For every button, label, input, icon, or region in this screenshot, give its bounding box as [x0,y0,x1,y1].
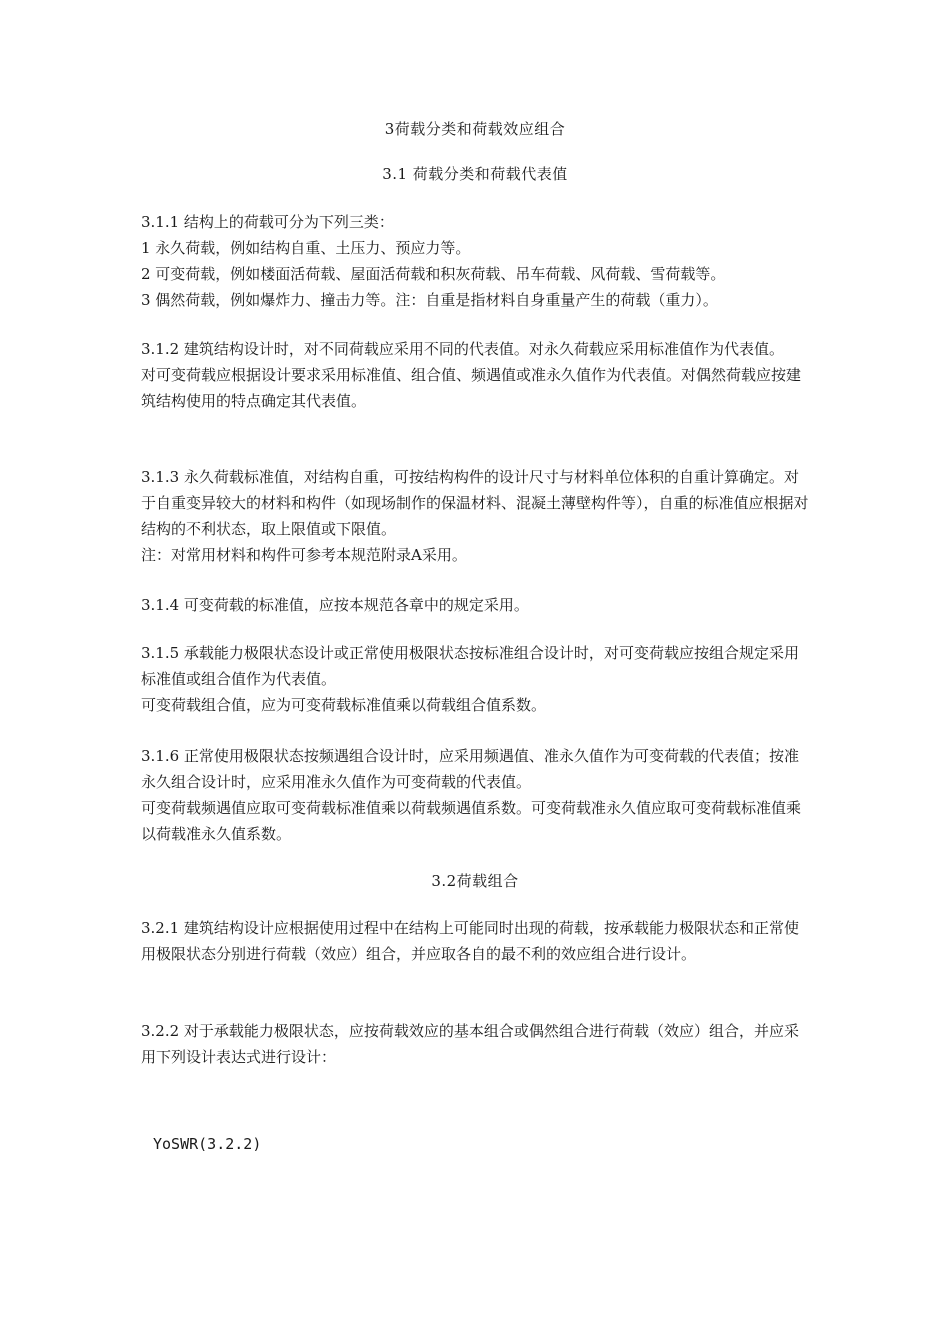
clause-3-2-1-para-1: 3.2.1 建筑结构设计应根据使用过程中在结构上可能同时出现的荷载，按承载能力极限状态和正常使用极限状态分别进行荷载（效应）组合，并应取各自的最不利的效应组合进行设计。 [141,919,799,963]
clause-3-1-3-note: 注：对常用材料和构件可参考本规范附录A采用。 [141,546,467,564]
clause-3-1-2-para-2: 对可变荷载应根据设计要求采用标准值、组合值、频遇值或准永久值作为代表值。对偶然荷载应按建筑结构使用的特点确定其代表值。 [141,366,802,410]
clause-3-1-5 [141,640,813,718]
clause-3-1-1 [141,209,813,313]
clause-3-1-1-item-3: 3 偶然荷载，例如爆炸力、撞击力等。注：自重是指材料自身重量产生的荷载（重力）。 [141,291,718,309]
clause-3-1-1-item-2: 2 可变荷载，例如楼面活荷载、屋面活荷载和积灰荷载、吊车荷载、风荷载、雪荷载等。 [141,265,726,283]
clause-3-1-6 [141,743,813,847]
clause-3-2-2-para-1: 3.2.2 对于承载能力极限状态，应按荷载效应的基本组合或偶然组合进行荷载（效应）组合，并应采用下列设计表达式进行设计： [141,1022,799,1066]
clause-3-1-4-para-1: 3.1.4 可变荷载的标准值，应按本规范各章中的规定采用。 [141,596,529,614]
clause-3-1-1-intro: 3.1.1 结构上的荷载可分为下列三类： [141,213,394,231]
clause-3-1-6-para-2: 可变荷载频遇值应取可变荷载标准值乘以荷载频遇值系数。可变荷载准永久值应取可变荷载标准值乘以荷载准永久值系数。 [141,799,802,843]
clause-3-1-6-para-1: 3.1.6 正常使用极限状态按频遇组合设计时，应采用频遇值、准永久值作为可变荷载的代表值；按准永久组合设计时，应采用准永久值作为可变荷载的代表值。 [141,747,799,791]
clause-3-1-2 [141,336,813,414]
clause-3-2-1 [141,915,813,967]
chapter-title: 3荷载分类和荷载效应组合 [384,120,566,138]
clause-3-1-5-para-2: 可变荷载组合值，应为可变荷载标准值乘以荷载组合值系数。 [141,696,547,714]
clause-3-1-2-para-1: 3.1.2 建筑结构设计时，对不同荷载应采用不同的代表值。对永久荷载应采用标准值作为代表值。 [141,340,784,358]
clause-3-1-1-item-1: 1 永久荷载，例如结构自重、土压力、预应力等。 [141,239,471,257]
clause-3-1-5-para-1: 3.1.5 承载能力极限状态设计或正常使用极限状态按标准组合设计时，对可变荷载应按组合规定采用标准值或组合值作为代表值。 [141,644,799,688]
clause-3-1-3-para-1: 3.1.3 永久荷载标准值，对结构自重，可按结构构件的设计尺寸与材料单位体积的自重计算确定。对于自重变异较大的材料和构件（如现场制作的保温材料、混凝土薄壁构件等），自重的标准值应根据对结构的不利状态，取上限值或下限值。 [141,468,809,538]
clause-3-2-2 [141,1018,813,1070]
section-3-2-title: 3.2荷载组合 [431,872,519,890]
formula-3-2-2: YoSWR(3.2.2) [153,1135,262,1153]
section-3-1-title: 3.1 荷载分类和荷载代表值 [382,165,568,183]
clause-3-1-4 [141,592,813,618]
clause-3-1-3 [141,464,813,568]
